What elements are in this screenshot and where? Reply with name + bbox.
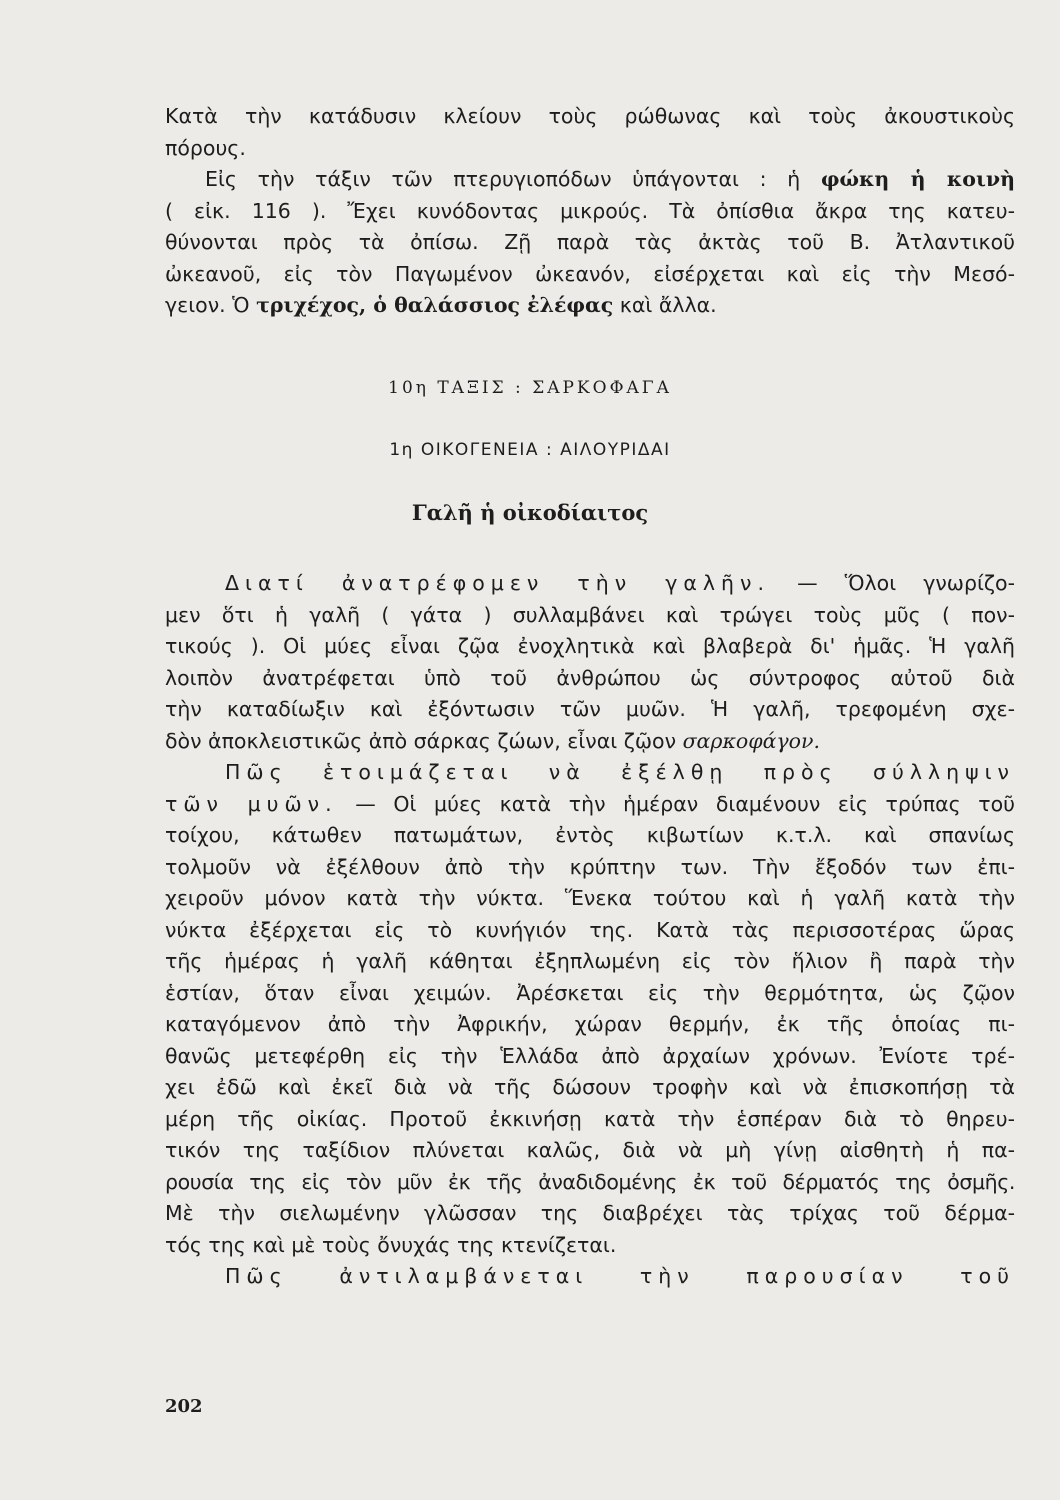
text-line: ( εἰκ. 116 ). Ἔχει κυνόδοντας μικρούς. Τὰ ὀπίσθια ἄκρα της κατευ- [165,198,1015,223]
text-line: μεν ὅτι ἡ γαλῆ ( γάτα ) συλλαμβάνει καὶ τρώγει τοὺς μῦς ( πον- [165,602,1015,627]
bold-term: φώκη ἡ κοινὴ [820,167,1015,191]
intro-text-block [165,101,1015,322]
text-line: τός της καὶ μὲ τοὺς ὄνυχάς της κτενίζεται. [165,1232,617,1257]
text-fragment: — Οἱ μύες κατὰ τὴν ἡμέραν διαμένουν εἰς τρύπας τοῦ [337,791,1016,816]
spaced-heading: Πῶς ἀντιλαμβάνεται τὴν παρουσίαν τοῦ [225,1264,1015,1288]
text-line: τοίχου, κάτωθεν πατωμάτων, ἐντὸς κιβωτίων κ.τ.λ. καὶ σπανίως [165,823,1015,847]
text-line: τῆς ἡμέρας ἡ γαλῆ κάθηται ἐξηπλωμένη εἰς τὸν ἥλιον ἢ παρὰ τὴν [165,949,1015,973]
text-line: τικούς ). Οἱ μύες εἶναι ζῷα ἐνοχλητικὰ καὶ βλαβερὰ δι' ἡμᾶς. Ἡ γαλῆ [165,634,1015,658]
text-line: θύνονται πρὸς τὰ ὀπίσω. Ζῇ παρὰ τὰς ἀκτὰς τοῦ Β. Ἀτλαντικοῦ [165,230,1015,254]
text-line: τὴν καταδίωξιν καὶ ἐξόντωσιν τῶν μυῶν. Ἡ γαλῆ, τρεφομένη σχε- [165,697,1015,721]
page-number: 202 [165,1396,203,1417]
text-line: Κατὰ τὴν κατάδυσιν κλείουν τοὺς ρώθωνας καὶ τοὺς ἀκουστικοὺς [165,104,1015,128]
text-line [165,757,1015,789]
text-line: Μὲ τὴν σιελωμένην γλῶσσαν της διαβρέχει τὰς τρίχας τοῦ δέρμα- [165,1201,1015,1225]
text-line: καταγόμενον ἀπὸ τὴν Ἀφρικήν, χώραν θερμήν, ἐκ τῆς ὁποίας πι- [165,1012,1015,1036]
text-line: θανῶς μετεφέρθη εἰς τὴν Ἑλλάδα ἀπὸ ἀρχαίων χρόνων. Ἐνίοτε τρέ- [165,1043,1015,1068]
text-line: λοιπὸν ἀνατρέφεται ὑπὸ τοῦ ἀνθρώπου ὡς σύντροφος αὐτοῦ διὰ [165,665,1015,690]
text-line: πόρους. [165,135,246,160]
text-fragment: γειον. Ὁ [165,293,257,317]
text-line: μέρη τῆς οἰκίας. Προτοῦ ἐκκινήσῃ κατὰ τὴν ἑσπέραν διὰ τὸ θηρευ- [165,1106,1015,1131]
text-line [165,568,1015,600]
text-line [165,164,1015,196]
text-line: νύκτα ἐξέρχεται εἰς τὸ κυνήγιόν της. Κατὰ τὰς περισσοτέρας ὥρας [165,917,1015,942]
bold-term: τριχέχος, ὁ θαλάσσιος ἐλέφας [256,293,614,317]
spaced-heading: Πῶς ἑτοιμάζεται νὰ ἐξέλθῃ πρὸς σύλληψιν [225,760,1015,784]
text-fragment: δὸν ἀποκλειστικῶς ἀπὸ σάρκας ζώων, εἶναι ζῷον [165,728,683,753]
text-line: ἑστίαν, ὅταν εἶναι χειμών. Ἀρέσκεται εἰς τὴν θερμότητα, ὡς ζῷον [165,980,1015,1005]
species-heading: Γαλῆ ἡ οἰκοδίαιτος [411,500,649,525]
italic-term: σαρκοφάγον. [682,728,821,753]
text-line [165,726,1015,758]
family-heading: 1η ΟΙΚΟΓΕΝΕΙΑ : ΑΙΛΟΥΡΙΔΑΙ [389,440,671,460]
text-line: τικόν της ταξίδιον πλύνεται καλῶς, διὰ νὰ μὴ γίνῃ αἰσθητὴ ἡ πα- [165,1138,1015,1162]
text-line: ὠκεανοῦ, εἰς τὸν Παγωμένον ὠκεανόν, εἰσέρχεται καὶ εἰς τὴν Μεσό- [165,261,1015,286]
text-line: χειροῦν μόνον κατὰ τὴν νύκτα. Ἕνεκα τούτου καὶ ἡ γαλῆ κατὰ τὴν [165,886,1015,910]
text-line: τολμοῦν νὰ ἐξέλθουν ἀπὸ τὴν κρύπτην των. Τὴν ἔξοδόν των ἐπι- [165,854,1015,879]
text-fragment: Εἰς τὴν τάξιν τῶν πτερυγιοπόδων ὑπάγονται : ἡ [205,167,821,191]
body-text-block [165,568,1015,1293]
text-line [165,1261,1015,1293]
text-line: ρουσία της εἰς τὸν μῦν ἐκ τῆς ἀναδιδομένης ἐκ τοῦ δέρματός της ὀσμῆς. [165,1169,1015,1194]
order-heading: 10η ΤΑΞΙΣ : ΣΑΡΚΟΦΑΓΑ [388,378,672,398]
spaced-heading: Διατί ἀνατρέφομεν τὴν γαλῆν. [225,571,771,595]
text-line [165,789,1015,821]
text-line: χει ἐδῶ καὶ ἐκεῖ διὰ νὰ τῆς δώσουν τροφὴν καὶ νὰ ἐπισκοπήσῃ τὰ [165,1075,1015,1099]
text-fragment: — Ὅλοι γνωρίζο- [770,571,1015,595]
text-line [165,290,1015,322]
spaced-heading: τῶν μυῶν. [165,791,338,816]
text-fragment: καὶ ἄλλα. [613,293,717,317]
